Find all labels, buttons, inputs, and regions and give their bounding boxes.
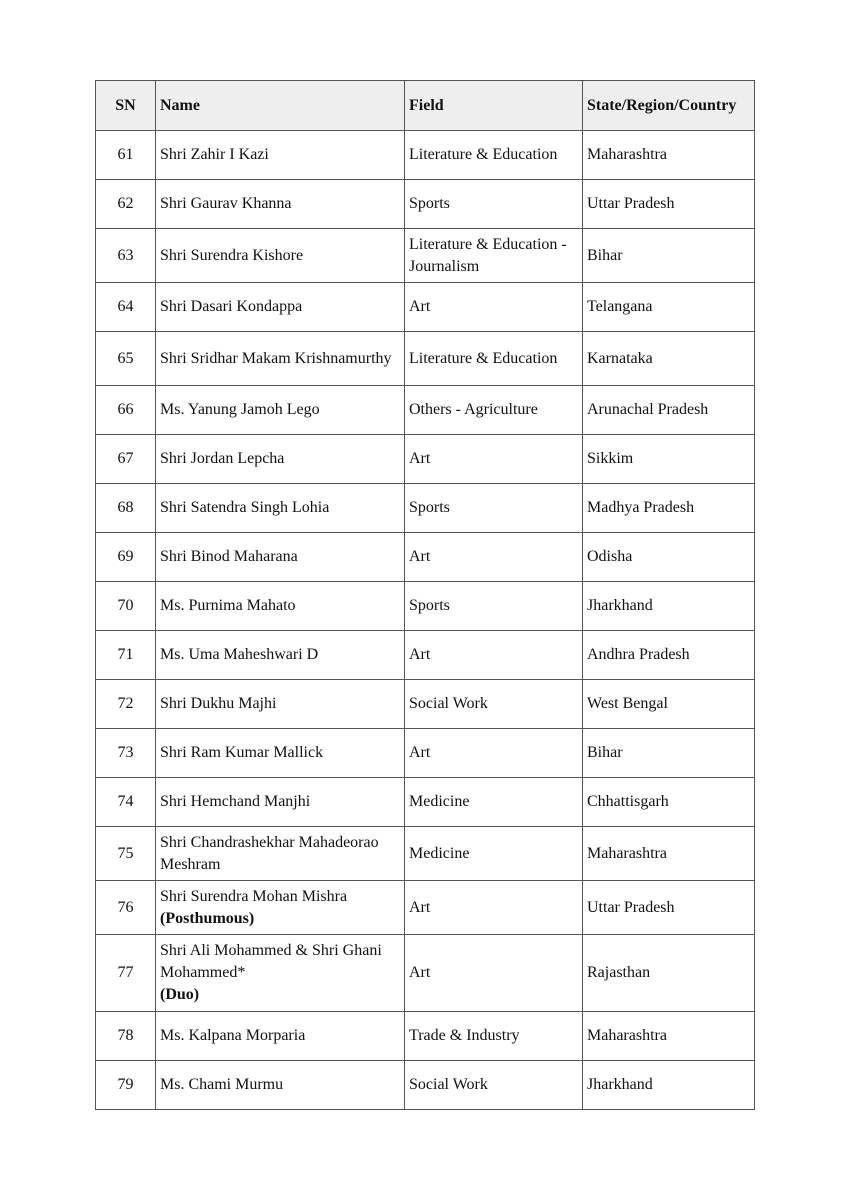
cell-field: Literature & Education [405,332,583,386]
table-row [96,729,755,778]
cell-name: Shri Surendra Kishore [156,229,405,283]
cell-sn: 68 [96,484,156,533]
cell-field: Art [405,283,583,332]
cell-state: Madhya Pradesh [583,484,755,533]
cell-state: Telangana [583,283,755,332]
table-row [96,935,755,1012]
cell-state: Karnataka [583,332,755,386]
header-sn: SN [96,81,156,131]
cell-field: Others - Agriculture [405,386,583,435]
cell-field: Sports [405,582,583,631]
cell-field: Art [405,935,583,1012]
cell-sn: 71 [96,631,156,680]
cell-state: Bihar [583,729,755,778]
cell-name: Shri Chandrashekhar Mahadeorao Meshram [156,827,405,881]
cell-sn: 64 [96,283,156,332]
cell-field: Art [405,631,583,680]
cell-name: Shri Zahir I Kazi [156,131,405,180]
header-field: Field [405,81,583,131]
cell-field: Social Work [405,680,583,729]
table-row [96,180,755,229]
cell-field: Art [405,881,583,935]
cell-name: Ms. Uma Maheshwari D [156,631,405,680]
cell-field: Sports [405,484,583,533]
cell-name: Shri Ram Kumar Mallick [156,729,405,778]
table-row [96,283,755,332]
cell-name: Ms. Yanung Jamoh Lego [156,386,405,435]
cell-field: Medicine [405,778,583,827]
cell-state: Jharkhand [583,1061,755,1110]
cell-state: Rajasthan [583,935,755,1012]
cell-name: Ms. Kalpana Morparia [156,1012,405,1061]
cell-name: Shri Gaurav Khanna [156,180,405,229]
cell-name: Shri Jordan Lepcha [156,435,405,484]
cell-name-group [156,881,405,935]
cell-sn: 65 [96,332,156,386]
cell-sn: 72 [96,680,156,729]
table-row [96,1061,755,1110]
cell-field: Medicine [405,827,583,881]
table-row [96,778,755,827]
cell-sn: 66 [96,386,156,435]
cell-sn: 77 [96,935,156,1012]
cell-field: Trade & Industry [405,1012,583,1061]
table-row [96,386,755,435]
cell-name: Shri Binod Maharana [156,533,405,582]
table-row [96,881,755,935]
table-row [96,582,755,631]
cell-state: Arunachal Pradesh [583,386,755,435]
cell-field: Sports [405,180,583,229]
cell-field: Art [405,435,583,484]
cell-state: Sikkim [583,435,755,484]
cell-state: Jharkhand [583,582,755,631]
cell-name: Shri Ali Mohammed & Shri Ghani Mohammed* [160,942,382,981]
cell-state: Maharashtra [583,131,755,180]
header-name: Name [156,81,405,131]
cell-sn: 74 [96,778,156,827]
awardees-table [95,80,755,1110]
cell-state: Chhattisgarh [583,778,755,827]
cell-sn: 79 [96,1061,156,1110]
cell-name: Ms. Purnima Mahato [156,582,405,631]
cell-name: Shri Dukhu Majhi [156,680,405,729]
table-row [96,131,755,180]
table-row [96,229,755,283]
cell-state: Bihar [583,229,755,283]
cell-sn: 73 [96,729,156,778]
cell-field: Social Work [405,1061,583,1110]
cell-sn: 63 [96,229,156,283]
cell-name: Shri Satendra Singh Lohia [156,484,405,533]
cell-name-note: (Duo) [160,986,200,1003]
table-row [96,332,755,386]
cell-sn: 70 [96,582,156,631]
cell-state: West Bengal [583,680,755,729]
cell-name-group [156,935,405,1012]
cell-name: Shri Dasari Kondappa [156,283,405,332]
cell-name: Shri Hemchand Manjhi [156,778,405,827]
cell-name-note: (Posthumous) [160,909,255,927]
cell-state: Odisha [583,533,755,582]
cell-field: Art [405,533,583,582]
cell-sn: 78 [96,1012,156,1061]
cell-sn: 75 [96,827,156,881]
cell-field: Literature & Education [405,131,583,180]
table-row [96,1012,755,1061]
header-state: State/Region/Country [583,81,755,131]
cell-sn: 69 [96,533,156,582]
cell-sn: 61 [96,131,156,180]
cell-sn: 67 [96,435,156,484]
table-row [96,435,755,484]
table-row [96,680,755,729]
cell-state: Andhra Pradesh [583,631,755,680]
cell-field: Art [405,729,583,778]
cell-state: Maharashtra [583,1012,755,1061]
table-row [96,631,755,680]
header-row [96,81,755,131]
cell-name: Ms. Chami Murmu [156,1061,405,1110]
cell-sn: 62 [96,180,156,229]
table-row [96,484,755,533]
table-row [96,533,755,582]
cell-sn: 76 [96,881,156,935]
cell-state: Maharashtra [583,827,755,881]
cell-state: Uttar Pradesh [583,881,755,935]
cell-name: Shri Sridhar Makam Krishnamurthy [156,332,405,386]
cell-name: Shri Surendra Mohan Mishra [160,887,348,905]
cell-state: Uttar Pradesh [583,180,755,229]
table-row [96,827,755,881]
cell-field: Literature & Education - Journalism [405,229,583,283]
